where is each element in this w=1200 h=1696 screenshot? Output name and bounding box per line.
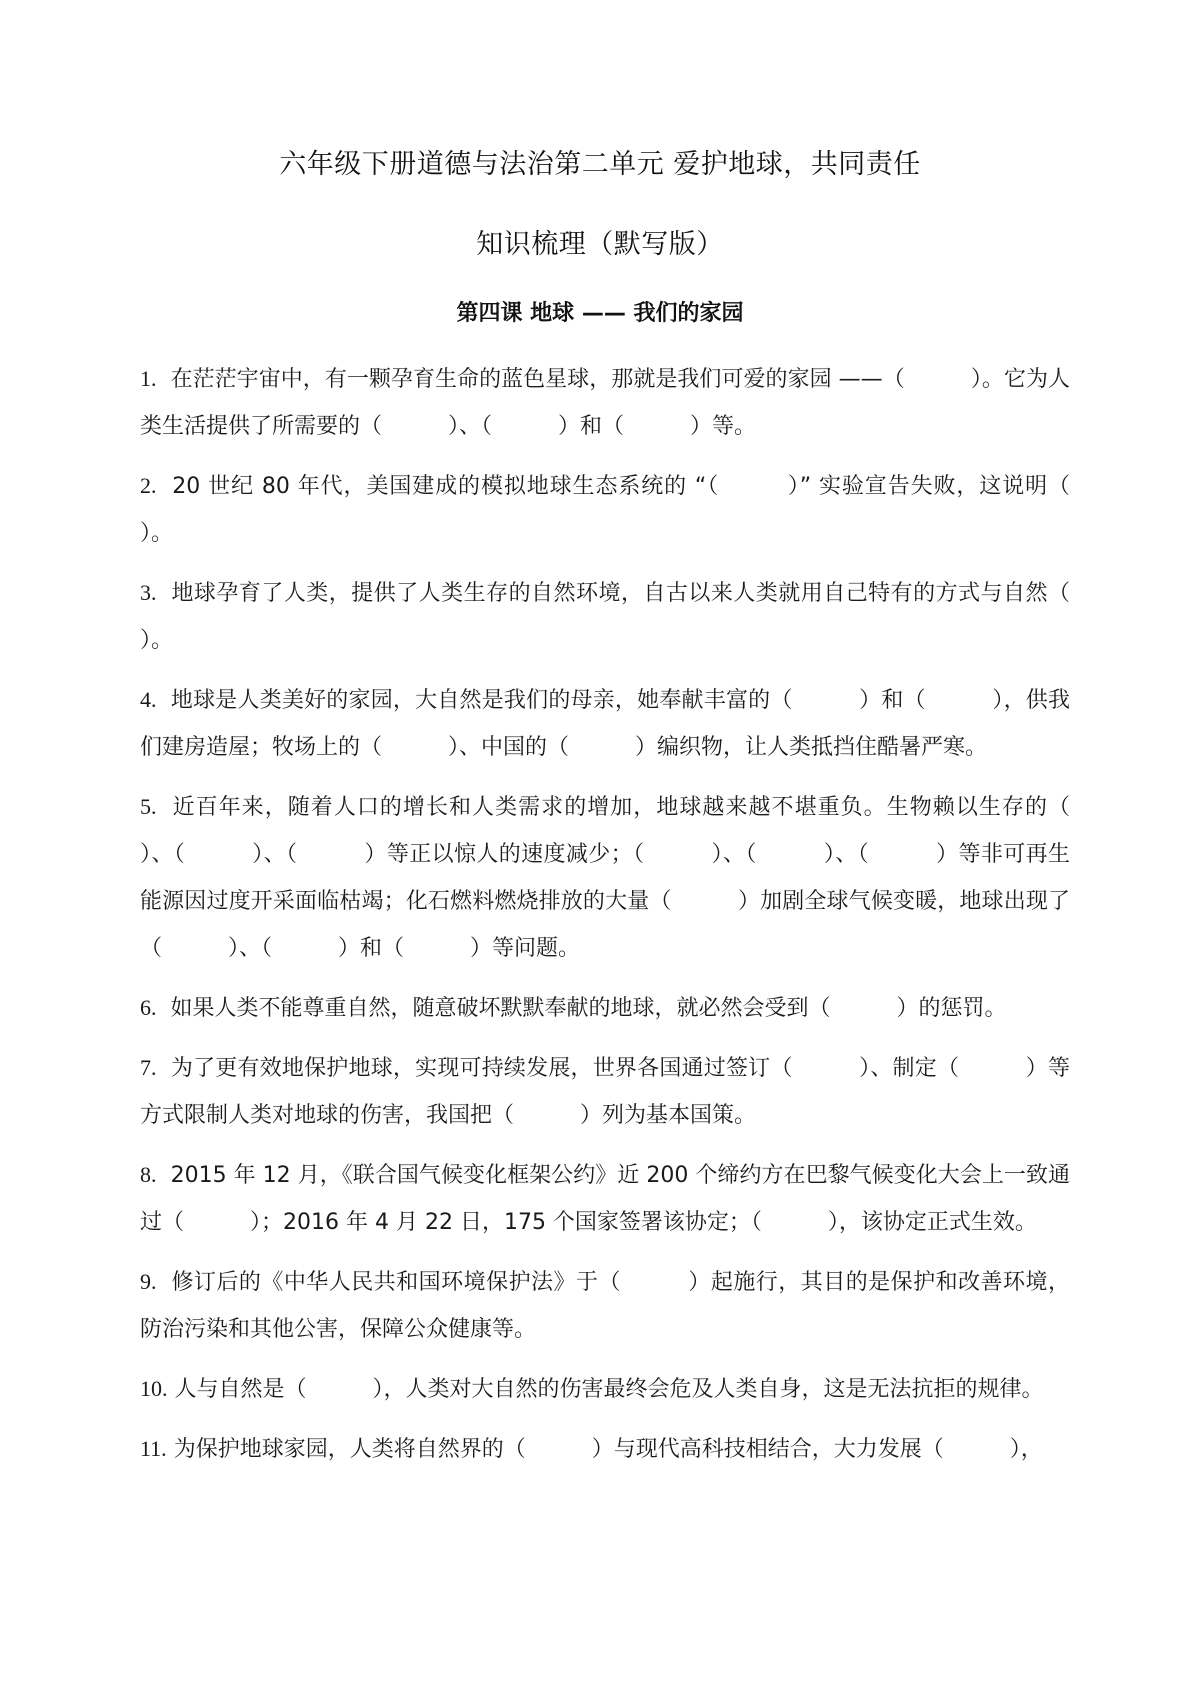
question-number: 11.: [140, 1436, 167, 1461]
question-text: 在茫茫宇宙中，有一颗孕育生命的蓝色星球，那就是我们可爱的家园 ——（ ）。它为人类生活提供了所需要的（ ）、（ ）和（ ）等。: [140, 367, 1070, 439]
question-item: [140, 783, 1136, 972]
question-number: 7.: [140, 1055, 157, 1080]
question-number: 9.: [140, 1269, 157, 1294]
question-item: [140, 1151, 1070, 1246]
question-item: [140, 676, 1070, 771]
question-number: 1.: [140, 366, 157, 391]
question-text: 2015 年 12 月，《联合国气候变化框架公约》近 200 个缔约方在巴黎气候变化大会上一致通过（ ）；2016 年 4 月 22 日，175 个国家签署该协定；（ ），该协定正式生效。: [140, 1163, 1070, 1235]
question-text: 修订后的《中华人民共和国环境保护法》于（ ）起施行，其目的是保护和改善环境，防治污染和其他公害，保障公众健康等。: [140, 1270, 1070, 1342]
question-item: [140, 569, 1136, 664]
question-item: [140, 1365, 1070, 1413]
question-number: 2.: [140, 473, 157, 498]
question-text: 近百年来，随着人口的增长和人类需求的增加，地球越来越不堪重负。生物赖以生存的（ ）、（ ）、（ ）等正以惊人的速度减少；（ ）、（ ）、（ ）等非可再生能源因过度开采面临枯竭；化石燃料燃烧排放的大量（ ）加剧全球气候变暖，地球出现了（ ）、（ ）和（ ）等问题。: [140, 795, 1136, 961]
question-item: [140, 462, 1137, 557]
question-item: [140, 984, 1070, 1032]
question-number: 6.: [140, 995, 157, 1020]
question-text: 为了更有效地保护地球，实现可持续发展，世界各国通过签订（ ）、制定（ ）等方式限制人类对地球的伤害，我国把（ ）列为基本国策。: [140, 1056, 1070, 1128]
question-number: 5.: [140, 794, 157, 819]
question-text: 地球是人类美好的家园，大自然是我们的母亲，她奉献丰富的（ ）和（ ），供我们建房造屋；牧场上的（ ）、中国的（ ）编织物，让人类抵挡住酷暑严寒。: [140, 688, 1070, 760]
lesson-heading: 第四课 地球 —— 我们的家园: [456, 301, 744, 326]
question-item: [140, 355, 1070, 450]
question-item: [140, 1258, 1070, 1353]
question-number: 4.: [140, 687, 157, 712]
question-list: [140, 355, 1137, 1485]
question-text: 为保护地球家园，人类将自然界的（ ）与现代高科技相结合，大力发展（ ），: [173, 1437, 1043, 1462]
question-number: 10.: [140, 1376, 168, 1401]
question-text: 人与自然是（ ），人类对大自然的伤害最终会危及人类自身，这是无法抗拒的规律。: [174, 1377, 1044, 1402]
document-title: 六年级下册道德与法治第二单元 爱护地球，共同责任: [279, 149, 921, 180]
question-text: 20 世纪 80 年代，美国建成的模拟地球生态系统的 “（ ）” 实验宣告失败，这说明（ ）。: [140, 474, 1137, 546]
question-item: [140, 1044, 1070, 1139]
question-number: 3.: [140, 580, 157, 605]
question-number: 8.: [140, 1162, 157, 1187]
document-subtitle: 知识梳理（默写版）: [476, 229, 724, 260]
question-text: 地球孕育了人类，提供了人类生存的自然环境，自古以来人类就用自己特有的方式与自然（ ）。: [140, 581, 1136, 653]
question-text: 如果人类不能尊重自然，随意破坏默默奉献的地球，就必然会受到（ ）的惩罚。: [170, 996, 1007, 1021]
question-item: [140, 1425, 1070, 1473]
